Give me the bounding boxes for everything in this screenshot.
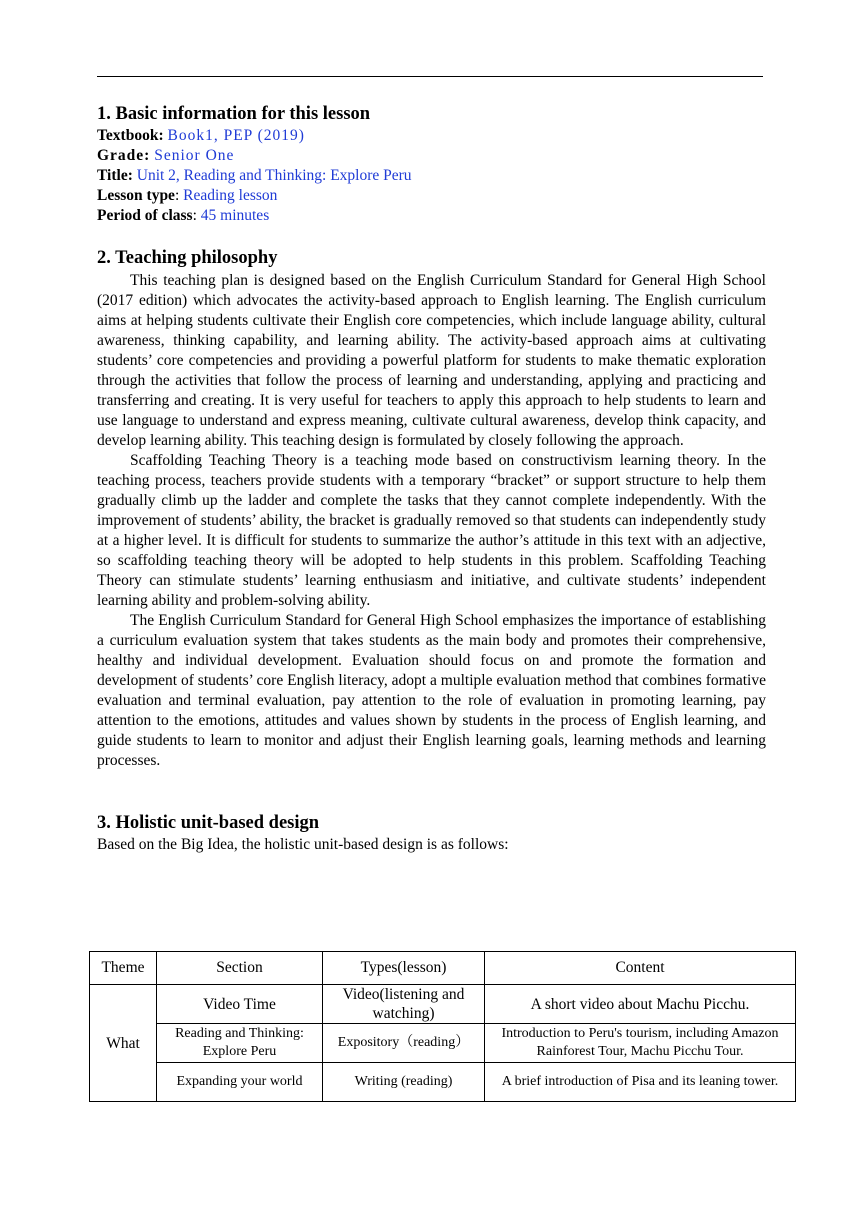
title-label: Title: (97, 167, 133, 184)
column-header: Section (157, 952, 323, 985)
content-cell: Introduction to Peru's tourism, including Amazon Rainforest Tour, Machu Picchu Tour. (485, 1024, 796, 1063)
type-cell: Expository（reading） (323, 1024, 485, 1063)
textbook-value: Book1, PEP (2019) (167, 127, 305, 144)
section-teaching-philosophy (97, 246, 766, 771)
table-row (90, 1024, 796, 1063)
period-line: Period of class: 45 minutes (97, 207, 270, 224)
lesson-type-line: Lesson type: Reading lesson (97, 187, 278, 204)
column-header: Theme (90, 952, 157, 985)
header-rule (97, 76, 763, 77)
type-cell: Writing (reading) (323, 1063, 485, 1102)
section-cell: Video Time (157, 985, 323, 1024)
theme-cell: What (90, 985, 157, 1102)
textbook-line (97, 126, 766, 146)
document-body (97, 102, 766, 855)
section-cell: Expanding your world (157, 1063, 323, 1102)
content-cell: A brief introduction of Pisa and its leaning tower. (485, 1063, 796, 1102)
content-cell: A short video about Machu Picchu. (485, 985, 796, 1024)
table-row (90, 1063, 796, 1102)
grade-line (97, 146, 766, 166)
textbook-label: Textbook: (97, 127, 164, 144)
period-value: 45 minutes (200, 207, 270, 224)
section-holistic-design (97, 811, 766, 855)
paragraph: This teaching plan is designed based on the English Curriculum Standard for General High School (2017 edition) which advocates the activity-based approach to English learning. The English curriculum aims at helping students cultivate their English core competencies, which include language ability, cultural awareness, thinking capability, and learning ability. The activity-based approach aims at cultivating students’ core competencies and providing a powerful platform for students to make thematic exploration through the activities that follow the process of learning and understanding, applying and practicing and transferring and creating. It is very useful for teachers to apply this approach to help students to learn and use language to understand and express meaning, cultivate cultural awareness, develop think capacity, and develop learning ability. This teaching design is formulated by closely following the approach. (97, 272, 766, 449)
title-line (97, 166, 766, 186)
grade-value: Senior One (154, 147, 235, 164)
section-heading: 2. Teaching philosophy (97, 248, 278, 268)
section-basic-info (97, 102, 766, 226)
section-cell: Reading and Thinking: Explore Peru (157, 1024, 323, 1063)
column-header: Types(lesson) (323, 952, 485, 985)
section-heading: 3. Holistic unit-based design (97, 813, 320, 833)
section-intro: Based on the Big Idea, the holistic unit-based design is as follows: (97, 836, 509, 853)
lesson-type-value: Reading lesson (183, 187, 278, 204)
paragraph: Scaffolding Teaching Theory is a teaching mode based on constructivism learning theory. In the teaching process, teachers provide students with a temporary “bracket” or support structure to help them gradually climb up the ladder and complete the tasks that they cannot complete independently. With the improvement of students’ ability, the bracket is gradually removed so that students can independently study at a higher level. It is difficult for students to summarize the author’s attitude in this text with an adjective, so scaffolding teaching theory will be adopted to help students in this problem. Scaffolding Teaching Theory can stimulate students’ learning enthusiasm and initiative, and cultivate students’ independent learning ability and problem-solving ability. (97, 452, 766, 609)
type-cell: Video(listening and watching) (323, 985, 485, 1024)
paragraph: The English Curriculum Standard for General High School emphasizes the importance of establishing a curriculum evaluation system that takes students as the main body and promotes their comprehensive, healthy and individual development. Evaluation should focus on and promote the formation and development of students’ core English literacy, adopt a multiple evaluation method that combines formative evaluation and terminal evaluation, pay attention to the role of evaluation in promoting learning, pay attention to the emotions, attitudes and values shown by students in the process of English learning, and guide students to learn to monitor and adjust their English learning goals, learning methods and learning processes. (97, 612, 766, 769)
title-value: Unit 2, Reading and Thinking: Explore Peru (136, 167, 412, 184)
table-header-row (90, 952, 796, 985)
period-label: Period of class (97, 207, 193, 224)
section-heading: 1. Basic information for this lesson (97, 104, 371, 124)
table-row (90, 985, 796, 1024)
grade-label: Grade: (97, 147, 151, 164)
column-header: Content (485, 952, 796, 985)
lesson-type-label: Lesson type (97, 187, 175, 204)
unit-design-table (89, 951, 796, 1102)
